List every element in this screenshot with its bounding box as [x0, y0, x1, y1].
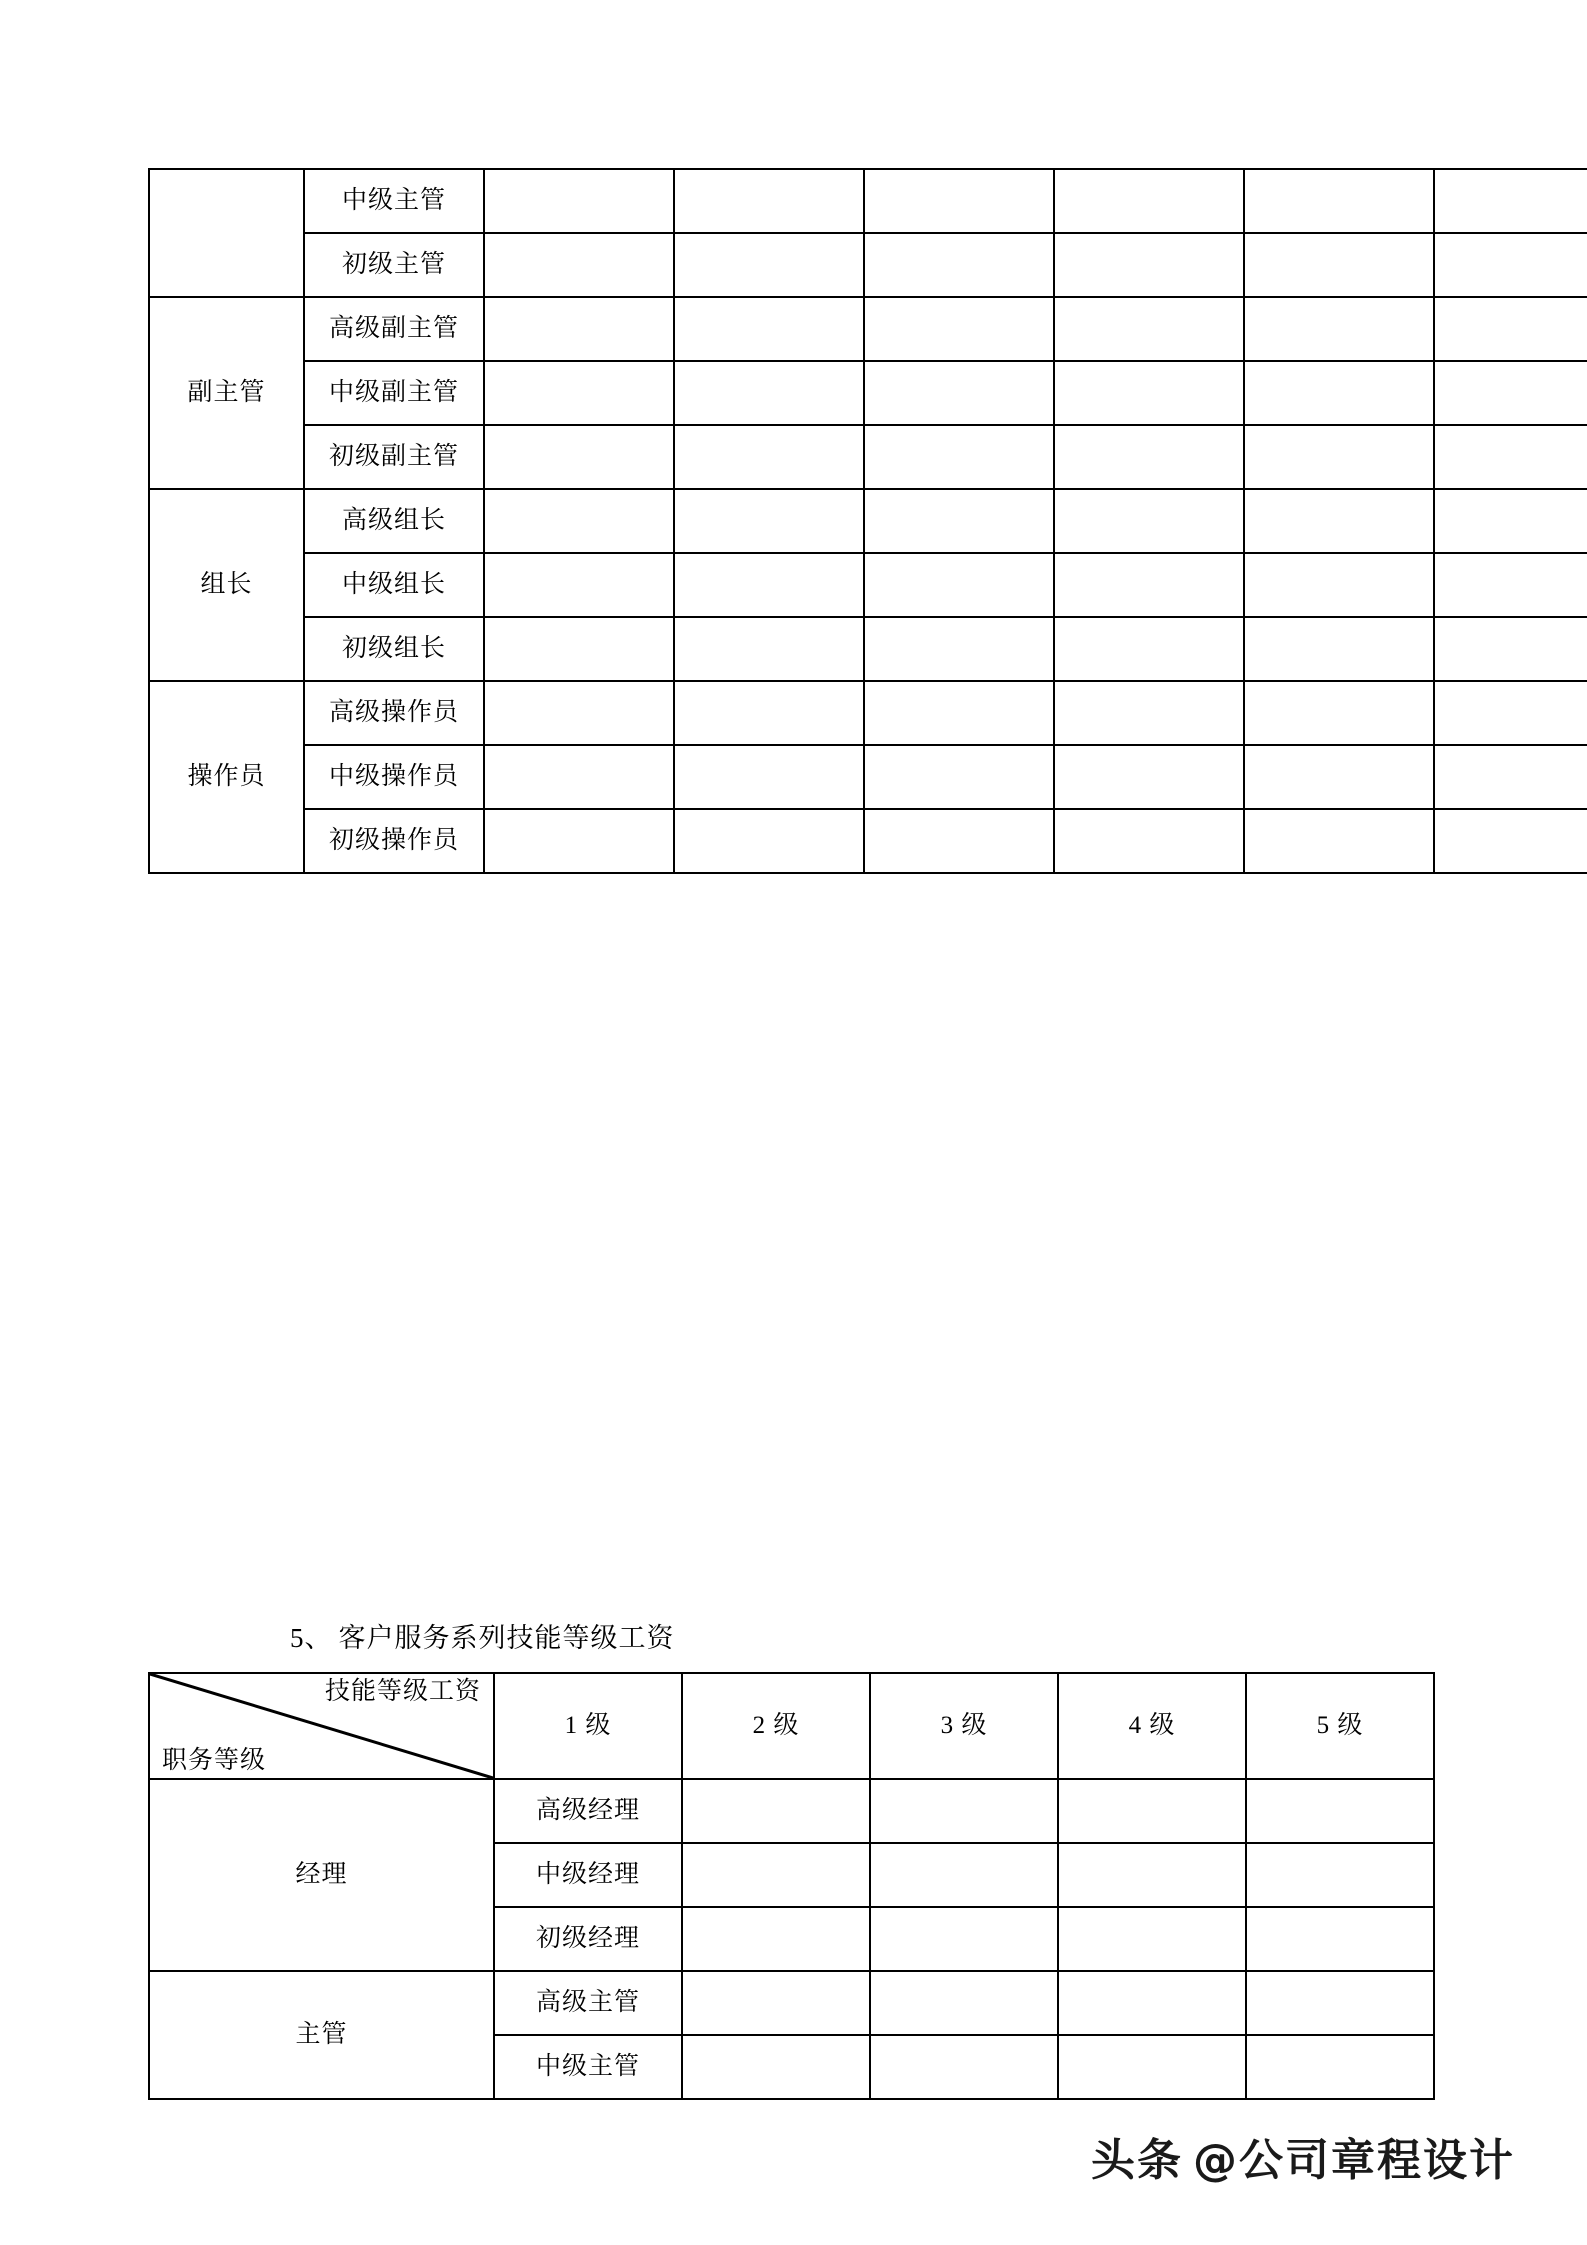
watermark — [1091, 2124, 1515, 2188]
salary-value-cell[interactable] — [864, 169, 1054, 233]
salary-value-cell[interactable] — [674, 553, 864, 617]
row-title: 初级主管 — [304, 233, 484, 297]
row-title: 中级主管 — [494, 2035, 682, 2099]
salary-value-cell[interactable] — [1058, 2035, 1246, 2099]
salary-value-cell[interactable] — [864, 745, 1054, 809]
row-title: 高级操作员 — [304, 681, 484, 745]
salary-value-cell[interactable] — [1244, 489, 1434, 553]
salary-value-cell[interactable] — [674, 809, 864, 873]
salary-value-cell[interactable] — [674, 681, 864, 745]
salary-value-cell[interactable] — [484, 809, 674, 873]
section-number: 5、 — [290, 1623, 333, 1653]
section-heading — [290, 1616, 675, 1655]
table-one-body — [149, 169, 1587, 873]
salary-value-cell[interactable] — [1054, 745, 1244, 809]
salary-value-cell[interactable] — [484, 297, 674, 361]
row-title: 中级主管 — [304, 169, 484, 233]
row-title: 初级副主管 — [304, 425, 484, 489]
table-row — [149, 1779, 1434, 1843]
row-title: 中级操作员 — [304, 745, 484, 809]
table-row — [149, 553, 1587, 617]
table-two-body — [149, 1779, 1434, 2099]
salary-value-cell[interactable] — [864, 233, 1054, 297]
row-group-label-continued — [149, 169, 304, 297]
salary-value-cell[interactable] — [484, 617, 674, 681]
salary-value-cell[interactable] — [674, 489, 864, 553]
salary-value-cell[interactable] — [484, 361, 674, 425]
salary-value-cell[interactable] — [870, 2035, 1058, 2099]
level-column-header: 2 级 — [682, 1673, 870, 1779]
salary-value-cell[interactable] — [1434, 809, 1587, 873]
table-row — [149, 617, 1587, 681]
salary-value-cell[interactable] — [864, 617, 1054, 681]
row-title: 中级组长 — [304, 553, 484, 617]
salary-value-cell[interactable] — [1054, 361, 1244, 425]
watermark-handle: @公司章程设计 — [1193, 2135, 1515, 2186]
salary-value-cell[interactable] — [1434, 233, 1587, 297]
salary-value-cell[interactable] — [1244, 169, 1434, 233]
salary-value-cell[interactable] — [1054, 489, 1244, 553]
row-group-label: 经理 — [149, 1779, 494, 1971]
salary-value-cell[interactable] — [870, 1907, 1058, 1971]
row-group-label: 操作员 — [149, 681, 304, 873]
salary-value-cell[interactable] — [1246, 1843, 1434, 1907]
salary-value-cell[interactable] — [484, 681, 674, 745]
table-two-head — [149, 1673, 1434, 1779]
salary-value-cell[interactable] — [682, 1779, 870, 1843]
salary-value-cell[interactable] — [1054, 169, 1244, 233]
row-group-label: 副主管 — [149, 297, 304, 489]
table-row — [149, 297, 1587, 361]
salary-value-cell[interactable] — [864, 681, 1054, 745]
salary-value-cell[interactable] — [1434, 489, 1587, 553]
salary-value-cell[interactable] — [864, 297, 1054, 361]
level-column-header: 5 级 — [1246, 1673, 1434, 1779]
salary-value-cell[interactable] — [1244, 809, 1434, 873]
salary-value-cell[interactable] — [484, 425, 674, 489]
salary-value-cell[interactable] — [1434, 425, 1587, 489]
diagonal-top-label: 技能等级工资 — [324, 1678, 481, 1705]
salary-value-cell[interactable] — [870, 1971, 1058, 2035]
skill-grade-salary-table-continued — [148, 168, 1587, 874]
salary-value-cell[interactable] — [1054, 425, 1244, 489]
row-title: 中级副主管 — [304, 361, 484, 425]
salary-value-cell[interactable] — [864, 809, 1054, 873]
salary-value-cell[interactable] — [1054, 617, 1244, 681]
salary-value-cell[interactable] — [674, 297, 864, 361]
row-title: 初级经理 — [494, 1907, 682, 1971]
salary-value-cell[interactable] — [1244, 233, 1434, 297]
table-two-header-row — [149, 1673, 1434, 1779]
salary-value-cell[interactable] — [674, 745, 864, 809]
salary-value-cell[interactable] — [1244, 425, 1434, 489]
table-row — [149, 809, 1587, 873]
salary-value-cell[interactable] — [1054, 297, 1244, 361]
diagonal-bottom-label: 职务等级 — [162, 1746, 267, 1774]
salary-value-cell[interactable] — [682, 1843, 870, 1907]
salary-value-cell[interactable] — [682, 1907, 870, 1971]
salary-value-cell[interactable] — [1054, 553, 1244, 617]
table-row — [149, 425, 1587, 489]
salary-value-cell[interactable] — [864, 425, 1054, 489]
section-title: 客户服务系列技能等级工资 — [338, 1623, 675, 1653]
salary-value-cell[interactable] — [1058, 1907, 1246, 1971]
salary-value-cell[interactable] — [484, 169, 674, 233]
salary-value-cell[interactable] — [1246, 1779, 1434, 1843]
salary-value-cell[interactable] — [1244, 361, 1434, 425]
salary-value-cell[interactable] — [1246, 1971, 1434, 2035]
salary-value-cell[interactable] — [484, 489, 674, 553]
salary-value-cell[interactable] — [484, 553, 674, 617]
salary-value-cell[interactable] — [1244, 681, 1434, 745]
table-row — [149, 489, 1587, 553]
salary-value-cell[interactable] — [1434, 745, 1587, 809]
salary-value-cell[interactable] — [1246, 2035, 1434, 2099]
salary-value-cell[interactable] — [1244, 553, 1434, 617]
level-column-header: 3 级 — [870, 1673, 1058, 1779]
row-title: 初级组长 — [304, 617, 484, 681]
level-column-header: 4 级 — [1058, 1673, 1246, 1779]
salary-value-cell[interactable] — [1434, 553, 1587, 617]
salary-value-cell[interactable] — [1434, 681, 1587, 745]
row-title: 高级主管 — [494, 1971, 682, 2035]
customer-service-skill-grade-salary-table — [148, 1672, 1435, 2100]
salary-value-cell[interactable] — [864, 361, 1054, 425]
salary-value-cell[interactable] — [1058, 1843, 1246, 1907]
salary-value-cell[interactable] — [674, 361, 864, 425]
row-title: 中级经理 — [494, 1843, 682, 1907]
salary-value-cell[interactable] — [1054, 233, 1244, 297]
salary-value-cell[interactable] — [1434, 617, 1587, 681]
diagonal-header-cell — [149, 1673, 494, 1779]
table-row — [149, 745, 1587, 809]
salary-value-cell[interactable] — [1058, 1779, 1246, 1843]
watermark-brand: 头条 — [1091, 2135, 1183, 2186]
row-title: 高级副主管 — [304, 297, 484, 361]
table-row — [149, 233, 1587, 297]
row-group-label: 组长 — [149, 489, 304, 681]
salary-value-cell[interactable] — [1244, 297, 1434, 361]
row-group-label: 主管 — [149, 1971, 494, 2099]
salary-value-cell[interactable] — [1246, 1907, 1434, 1971]
salary-value-cell[interactable] — [682, 2035, 870, 2099]
table-row — [149, 681, 1587, 745]
salary-value-cell[interactable] — [1244, 617, 1434, 681]
table-row — [149, 169, 1587, 233]
salary-value-cell[interactable] — [674, 617, 864, 681]
salary-value-cell[interactable] — [1058, 1971, 1246, 2035]
salary-value-cell[interactable] — [682, 1971, 870, 2035]
salary-value-cell[interactable] — [484, 745, 674, 809]
salary-value-cell[interactable] — [484, 233, 674, 297]
salary-value-cell[interactable] — [674, 233, 864, 297]
salary-value-cell[interactable] — [1054, 681, 1244, 745]
table-row — [149, 1971, 1434, 2035]
salary-value-cell[interactable] — [864, 489, 1054, 553]
row-title: 高级组长 — [304, 489, 484, 553]
salary-value-cell[interactable] — [1244, 745, 1434, 809]
row-title: 初级操作员 — [304, 809, 484, 873]
row-title: 高级经理 — [494, 1779, 682, 1843]
salary-value-cell[interactable] — [674, 169, 864, 233]
table-row — [149, 361, 1587, 425]
salary-value-cell[interactable] — [1434, 169, 1587, 233]
salary-value-cell[interactable] — [870, 1843, 1058, 1907]
level-column-header: 1 级 — [494, 1673, 682, 1779]
salary-value-cell[interactable] — [1054, 809, 1244, 873]
salary-value-cell[interactable] — [870, 1779, 1058, 1843]
salary-value-cell[interactable] — [1434, 297, 1587, 361]
salary-value-cell[interactable] — [674, 425, 864, 489]
salary-value-cell[interactable] — [1434, 361, 1587, 425]
salary-value-cell[interactable] — [864, 553, 1054, 617]
